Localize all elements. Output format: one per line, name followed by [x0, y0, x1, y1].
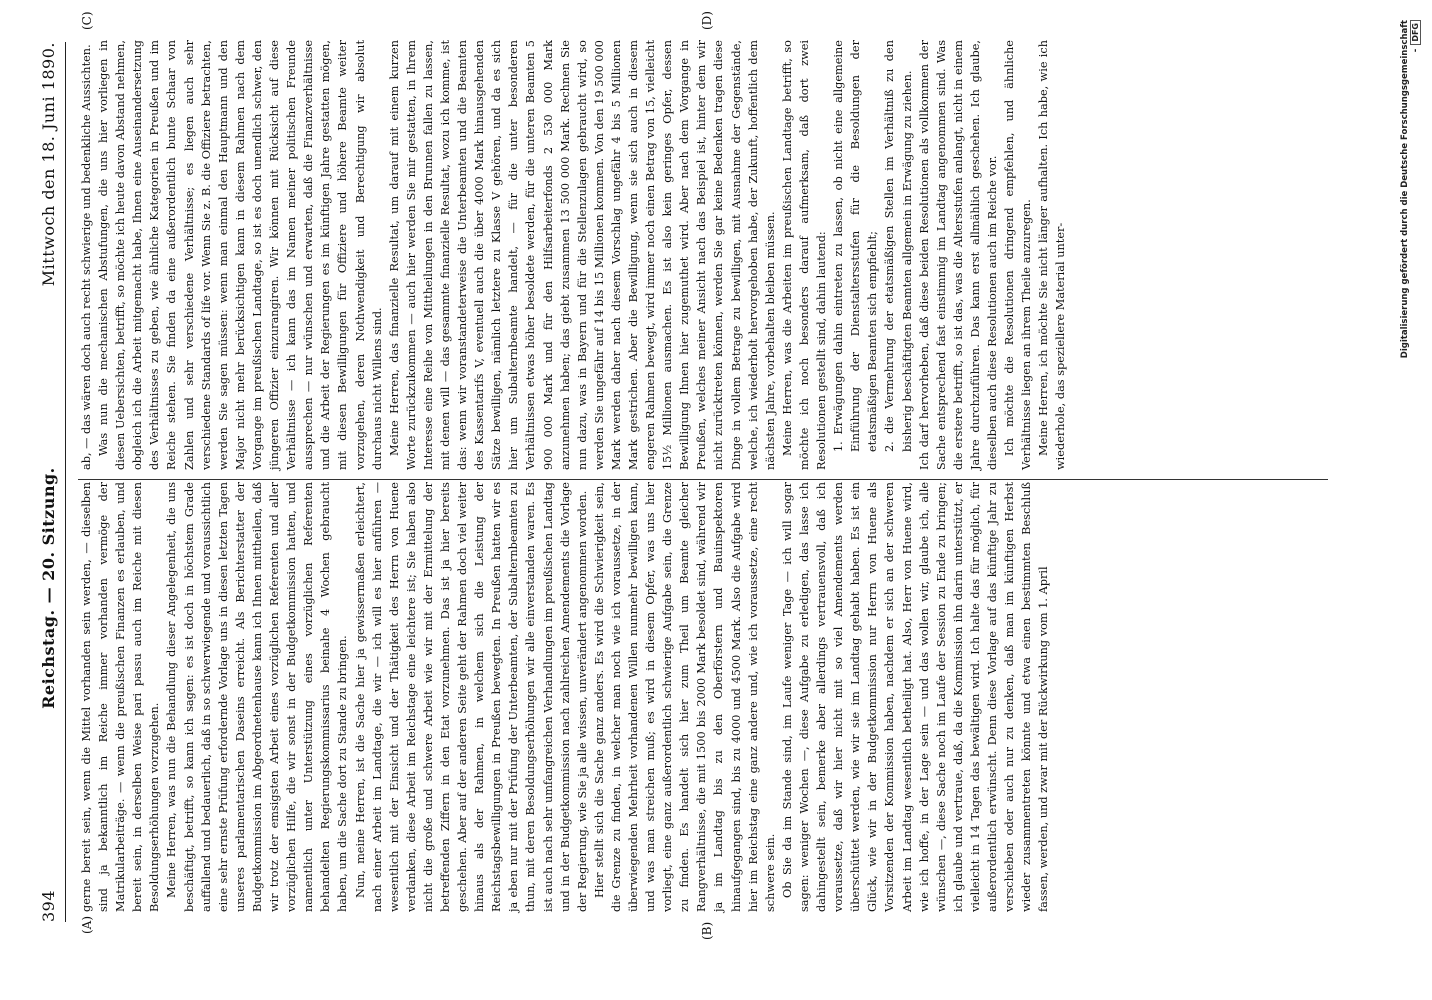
credit-text: Digitalisierung gefördert durch die Deutsche Forschungsgemeinschaft - [1400, 20, 1421, 359]
paragraph: Ob Sie da im Stande sind, im Laufe weniger Tage — ich will sogar sagen: weniger Wochen —, diese Aufgabe zu erledigen, das lasse ich dahingestellt sein, bemerke aber allerdings vertrauensvoll, daß ich voraussetze, daß wir hier nicht mit so viel Amendements werden überschüttet werden, wie wir sie im Landtag gehabt haben. Es ist ein Glück, wie wir in der Budgetkommission nur Herrn von Huene als Vorsitzenden der Kommission haben, nachdem er sich an der schweren Arbeit im Landtag wesentlich betheiligt hat. Also, Herr von Huene wird, wie ich hoffe, in der Lage sein — und das wollen wir, glaube ich, alle wünschen —, diese Sache noch im Laufe der Session zu Ende zu bringen; ich glaube und vertraue, daß, da die Kommission ihn darin unterstützt, er vielleicht in 14 Tagen das bewältigen wird. Ich halte das für möglich, für außerordentlich erwünscht. Denn diese Vorlage auf das künftige Jahr zu verschieben oder auch nur zu denken, daß man im künftigen Herbst wieder zusammentreten könnte und etwa einen bestimmten Beschluß fassen, werden, und zwar mit der Rückwirkung vom 1. April [780, 482, 1051, 912]
page-header [30, 42, 66, 922]
resolution-item: 2. die Vermehrung der etatsmäßigen Stellen im Verhältniß zu den bisherig beschäftigten Beamten allgemein in Erwägung zu ziehen. [883, 40, 914, 452]
paragraph: Ich darf hervorheben, daß diese beiden Resolutionen als vollkommen der Sache entsprechend fast einstimmig im Landtag angenommen sind. Was die erstere betrifft, so ist das, was die Altersstufen anlangt, nicht in einem Jahre durchzuführen. Das kann erst allmählich geschehen. Ich glaube, dieselben auch diese Resolutionen auch im Reiche vor. [917, 40, 999, 470]
paragraph: Meine Herren, ich möchte Sie nicht länger aufhalten. Ich habe, wie ich wiederhole, das speziellere Material unter- [1037, 40, 1068, 470]
dfg-badge: DFG [1410, 20, 1421, 45]
paragraph: Meine Herren, was nun die Behandlung dieser Angelegenheit, die uns beschäftigt, betrifft, so kann ich sagen: es ist doch in höchstem Grade auffallend und bedauerlich, daß in so schwerwiegende und voraussichtlich eine sehr ernste Prüfung erfordernde Vorlage uns in diesen letzten Tagen unseres parlamentarischen Daseins erreicht. Als Berichterstatter der Budgetkommission im Abgeordnetenhause kann ich Ihnen mittheilen, daß wir trotz der emsigsten Arbeit eines vorzüglichen Referenten und aller vorzüglichen Hilfe, die wir sonst in der Budgetkommission hatten, und namentlich unter Unterstützung eines vorzüglichen Referenten behandelten Regierungskommissarius beinahe 4 Wochen gebraucht haben, um die Sache dort zu Stande zu bringen. [165, 482, 350, 912]
page-number: 394 [38, 889, 58, 922]
paragraph: gerne bereit sein, wenn die Mittel vorhanden sein werden, — dieselben sind ja bekanntlich im Reiche immer vorhanden vermöge der Matrikularbeiträge. — wenn die preußischen Finanzen es erlauben, und bereit sein, in derselben Weise pari passu auch im Reiche mit diesen Besoldungserhöhungen vorzugehen. [80, 482, 162, 912]
paragraph: Meine Herren, was die Arbeiten im preußischen Landtage betrifft, so möchte ich noch besonders darauf aufmerksam, daß dort zwei Resolutionen gestellt sind, dahin lautend: [780, 40, 829, 470]
margin-marker-c: (C) [80, 11, 94, 30]
paragraph: Hier stellt sich die Sache ganz anders. Es wird die Schwierigkeit sein, die Grenze zu finden, in welcher man noch wie ich voraussetze, in der überwiegenden Mehrheit vorhandenen Willen nunmehr bewilligen kann, und was man streichen muß; es wird in diesem Opfer, was uns hier vorliegt, eine ganz außerordentlich schwierige Aufgabe sein, die Grenze zu finden. Es handelt sich hier zum Theil um Beamte gleicher Rangverhältnisse, die mit 1500 bis 2000 Mark besoldet sind, während wir ja im Landtag bis zu den Oberförstern und Bauinspektoren hinaufgegangen sind, bis zu 4000 und 4500 Mark. Also die Aufgabe wird hier im Reichstag eine ganz andere und, wie ich voraussetze, eine recht schwere sein. [592, 482, 777, 912]
column-divider [78, 479, 1328, 480]
session-date: Mittwoch den 18. Juni 1890. [38, 42, 58, 287]
margin-marker-b: (B) [700, 921, 714, 940]
header-rule [65, 42, 66, 922]
paragraph: Nun, meine Herren, ist die Sache hier ja gewissermaßen erleichtert, nach einer Arbeit im Landtage, die wir — ich will es hier anführen — wesentlich mit der Einsicht und der Thätigkeit des Herrn von Huene verdanken, diese Arbeit im Reichstage eine leichtere ist; Sie haben also nicht die große und schwere Arbeit wie wir mit der Ermittelung der betreffenden Ziffern in den Etat vorzunehmen. Das ist ja hier bereits geschehen. Aber auf der anderen Seite geht der Rahmen doch viel weiter hinaus als der Rahmen, in welchem sich die Leistung der Reichstagsbewilligungen in Preußen bewegten. In Preußen hatten wir es ja eben nur mit der Prüfung der Unterbeamten, der Subalternbeamten zu thun, mit deren Besoldungserhöhungen wir alle einverstanden waren. Es ist auch nach sehr umfangreichen Verhandlungen im preußischen Landtag und in der Budgetkommission nach zahlreichen Amendements die Vorlage der Regierung, wie Sie ja alle wissen, unverändert angenommen worden. [353, 482, 589, 912]
margin-marker-a: (A) [80, 915, 94, 934]
digitization-credit [1400, 20, 1421, 360]
paragraph: Was nun die mechanischen Abstufungen, die uns hier vorliegen in diesen Uebersichten, betrifft, so möchte ich heute davon Abstand nehmen, obgleich ich die Arbeit mitgemacht habe, Ihnen eine Auseinandersetzung des Verhältnisses zu geben, wie ähnliche Kategorien in Preußen und im Reiche stehen. Sie finden da eine außerordentlich bunte Schaar von Zahlen und sehr verschiedene Verhältnisse; es liegen auch sehr verschiedene Standards of life vor. Wenn Sie z. B. die Offiziere betrachten, werden Sie sagen müssen: wenn man einmal den Hauptmann und den Major nicht mehr berücksichtigen kann in diesem Rahmen nach dem Vorgange im preußischen Landtage, so ist es doch unendlich schwer, den jüngeren Offizier einzurangiren. Wir können mit Rücksicht auf diese Verhältnisse — ich kann das im Namen meiner politischen Freunde aussprechen — nur wünschen und erwarten, daß die Finanzverhältnisse und die Arbeit der Regierungen es im künftigen Jahre gestatten mögen, mit diesen Bewilligungen für Offiziere und höhere Beamte weiter vorzugehen, deren Nothwendigkeit und Berechtigung wir absolut durchaus nicht Willens sind. [97, 40, 384, 470]
paragraph: Ich möchte die Resolutionen dringend empfehlen, und ähnliche Verhältnisse liegen an ihrem Theile anzuregen. [1003, 40, 1034, 470]
resolution-item: 1. Erwägungen dahin eintreten zu lassen, ob nicht eine allgemeine Einführung der Dienstaltersstufen für die Besoldungen der etatsmäßigen Beamten sich empfiehlt; [832, 40, 880, 452]
left-text-column [78, 482, 1052, 912]
paragraph: Meine Herren, das finanzielle Resultat, um darauf mit einem kurzen Worte zurückzukommen — auch hier werden Sie mir gestatten, in Ihrem Interesse eine Reihe von Mittheilungen in den Brunnen fallen zu lassen, mit denen will — das gesammte finanzielle Resultat, wozu ich komme, ist das: wenn wir voranstandeterweise die Unterbeamten und die Beamten des Kassentarifs V, eventuell auch die über 4000 Mark hinausgehenden Sätze bewilligen, nämlich letztere zu Klasse V gehören, und da es sich hier um Subalternbeamte handelt, — für die unter besonderen Verhältnissen etwas höher besoldete werden, für die unteren Beamten 5 900 000 Mark und für den Hilfsarbeiterfonds 2 530 000 Mark anzunehmen haben; das giebt zusammen 13 500 000 Mark. Rechnen Sie nun dazu, was in Bayern und für die Stellenzulagen gebraucht wird, so werden Sie ungefähr auf 14 bis 15 Millionen kommen. Von den 19 500 000 Mark werden daher nach diesem Vorschlag ungefähr 4 bis 5 Millionen Mark gestrichen. Aber die Bewilligung, wenn sie sich auch in diesem engeren Rahmen bewegt, wird immer noch einen Betrag von 15, vielleicht 15½ Millionen ausmachen. Es ist also kein geringes Opfer, dessen Bewilligung Ihnen hier zugemuthet wird. Aber nach dem Vorgange in Preußen, welches meiner Ansicht nach das Beispiel ist, hinter dem wir nicht zurücktreten können, werden Sie gar keine Bedenken tragen diese Dinge in vollem Betrage zu bewilligen, mit Ausnahme der Gegenstände, welche, ich wiederholt hervorgehoben habe, der Zukunft, hoffentlich dem nächsten Jahre, vorbehalten bleiben müssen. [387, 40, 777, 470]
session-title: Reichstag. — 20. Sitzung. [38, 467, 58, 709]
right-text-column [78, 40, 1069, 470]
margin-marker-d: (D) [700, 11, 714, 30]
paragraph: ab, — das wären doch auch recht schwierige und bedenkliche Aussichten. [80, 44, 93, 470]
